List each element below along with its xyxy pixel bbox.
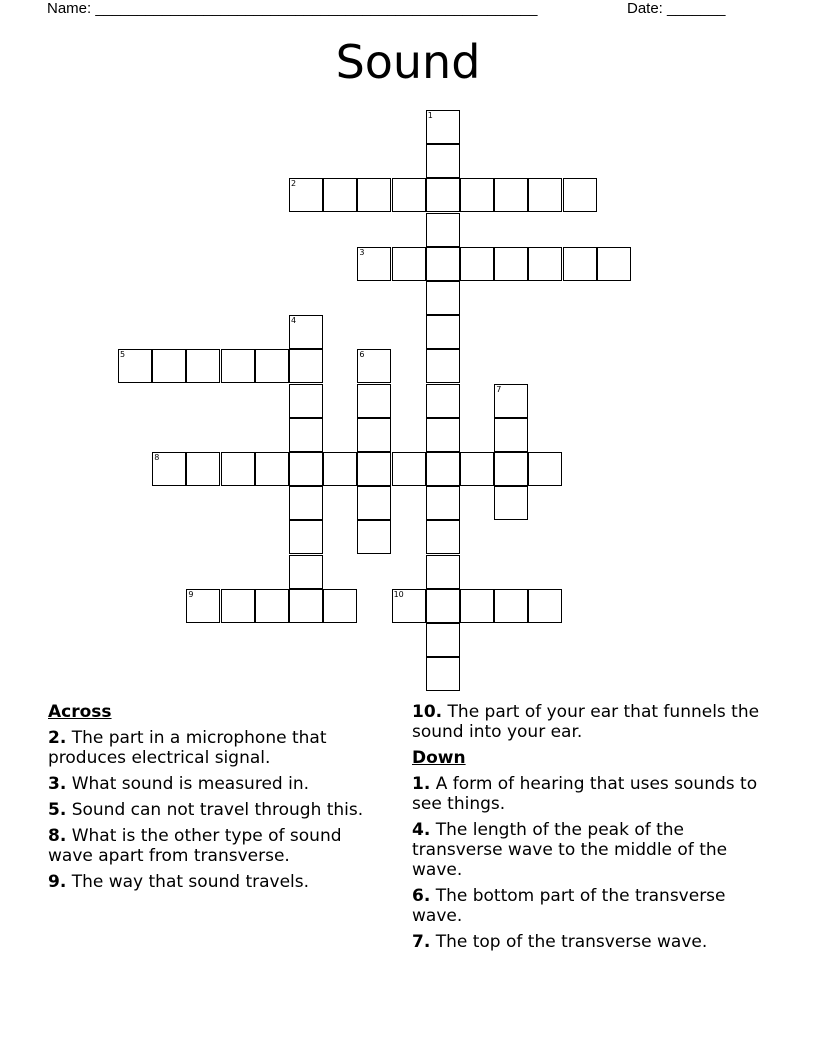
crossword-cell[interactable]: [221, 349, 255, 383]
crossword-cell[interactable]: [255, 349, 289, 383]
crossword-cell[interactable]: [494, 384, 528, 418]
crossword-cell[interactable]: [528, 589, 562, 623]
crossword-cell[interactable]: [426, 213, 460, 247]
clue-across-5: 5. Sound can not travel through this.: [48, 800, 364, 820]
crossword-cell[interactable]: [392, 178, 426, 212]
clue-down-1: 1. A form of hearing that uses sounds to see things.: [412, 774, 758, 814]
crossword-cell[interactable]: [255, 589, 289, 623]
crossword-cell[interactable]: [186, 589, 220, 623]
crossword-cell[interactable]: [357, 384, 391, 418]
clue-across-3: 3. What sound is measured in.: [48, 774, 309, 794]
crossword-cell[interactable]: [289, 349, 323, 383]
crossword-cell[interactable]: [426, 486, 460, 520]
crossword-cell[interactable]: [528, 247, 562, 281]
crossword-cell[interactable]: [426, 349, 460, 383]
crossword-cell[interactable]: [563, 178, 597, 212]
crossword-cell[interactable]: [426, 384, 460, 418]
crossword-cell[interactable]: [597, 247, 631, 281]
crossword-cell[interactable]: [426, 247, 460, 281]
crossword-cell[interactable]: [426, 144, 460, 178]
crossword-cell[interactable]: [357, 349, 391, 383]
clues-right-column: [412, 702, 772, 958]
crossword-cell[interactable]: [426, 418, 460, 452]
crossword-cell[interactable]: [426, 555, 460, 589]
cell-number: 10: [393, 589, 404, 599]
crossword-cell[interactable]: [426, 452, 460, 486]
crossword-cell[interactable]: [357, 178, 391, 212]
across-heading: Across: [48, 702, 112, 722]
crossword-cell[interactable]: [357, 452, 391, 486]
crossword-cell[interactable]: [118, 349, 152, 383]
crossword-cell[interactable]: [289, 452, 323, 486]
crossword-cell[interactable]: [152, 452, 186, 486]
clue-across-9: 9. The way that sound travels.: [48, 872, 310, 892]
clue-down-6: 6. The bottom part of the transverse wave.: [412, 886, 726, 926]
cell-number: 5: [120, 350, 126, 360]
crossword-cell[interactable]: [289, 418, 323, 452]
crossword-cell[interactable]: [357, 418, 391, 452]
crossword-cell[interactable]: [494, 486, 528, 520]
crossword-cell[interactable]: [426, 589, 460, 623]
crossword-cell[interactable]: [289, 315, 323, 349]
crossword-cell[interactable]: [323, 452, 357, 486]
cell-number: 3: [359, 247, 365, 257]
page-title: Sound: [335, 35, 481, 89]
crossword-cell[interactable]: [426, 657, 460, 691]
clue-down-7: 7. The top of the transverse wave.: [412, 932, 708, 952]
crossword-cell[interactable]: [494, 178, 528, 212]
crossword-cell[interactable]: [494, 247, 528, 281]
crossword-cell[interactable]: [323, 178, 357, 212]
clue-across-8: 8. What is the other type of sound wave apart from transverse.: [48, 826, 342, 866]
crossword-cell[interactable]: [494, 589, 528, 623]
crossword-cell[interactable]: [460, 178, 494, 212]
date-field[interactable]: Date: _______: [627, 0, 726, 17]
crossword-cell[interactable]: [426, 110, 460, 144]
crossword-cell[interactable]: [528, 178, 562, 212]
cell-number: 7: [496, 384, 502, 394]
crossword-cell[interactable]: [357, 486, 391, 520]
crossword-cell[interactable]: [289, 384, 323, 418]
cell-number: 1: [427, 111, 433, 120]
crossword-cell[interactable]: [494, 418, 528, 452]
crossword-cell[interactable]: [460, 247, 494, 281]
down-heading: Down: [412, 748, 466, 768]
crossword-cell[interactable]: [528, 452, 562, 486]
cell-number: 6: [359, 350, 365, 360]
cell-number: 2: [291, 179, 297, 189]
clue-across-10: 10. The part of your ear that funnels the sound into your ear.: [412, 702, 760, 742]
crossword-cell[interactable]: [494, 452, 528, 486]
crossword-cell[interactable]: [460, 452, 494, 486]
cell-number: 8: [154, 453, 160, 462]
crossword-cell[interactable]: [426, 281, 460, 315]
cell-number: 4: [291, 316, 297, 326]
crossword-cell[interactable]: [289, 589, 323, 623]
crossword-cell[interactable]: [221, 589, 255, 623]
crossword-cell[interactable]: [563, 247, 597, 281]
crossword-cell[interactable]: [186, 349, 220, 383]
crossword-cell[interactable]: [426, 315, 460, 349]
crossword-cell[interactable]: [289, 555, 323, 589]
clue-down-4: 4. The length of the peak of the transverse wave to the middle of the wave.: [412, 820, 728, 880]
crossword-cell[interactable]: [392, 452, 426, 486]
cell-number: 9: [188, 589, 194, 599]
clues-left-column: [48, 702, 383, 898]
crossword-cell[interactable]: [392, 247, 426, 281]
crossword-cell[interactable]: [460, 589, 494, 623]
crossword-cell[interactable]: [323, 589, 357, 623]
crossword-cell[interactable]: [221, 452, 255, 486]
crossword-cell[interactable]: [289, 520, 323, 554]
crossword-cell[interactable]: [426, 623, 460, 657]
name-field[interactable]: Name: _____________________________________________________: [47, 0, 538, 17]
crossword-cell[interactable]: [426, 178, 460, 212]
crossword-cell[interactable]: [357, 520, 391, 554]
crossword-cell[interactable]: [289, 486, 323, 520]
crossword-cell[interactable]: [289, 178, 323, 212]
crossword-cell[interactable]: [152, 349, 186, 383]
crossword-cell[interactable]: [426, 520, 460, 554]
clue-across-2: 2. The part in a microphone that produces electrical signal.: [48, 728, 327, 768]
crossword-cell[interactable]: [357, 247, 391, 281]
crossword-cell[interactable]: [392, 589, 426, 623]
crossword-cell[interactable]: [255, 452, 289, 486]
crossword-cell[interactable]: [186, 452, 220, 486]
